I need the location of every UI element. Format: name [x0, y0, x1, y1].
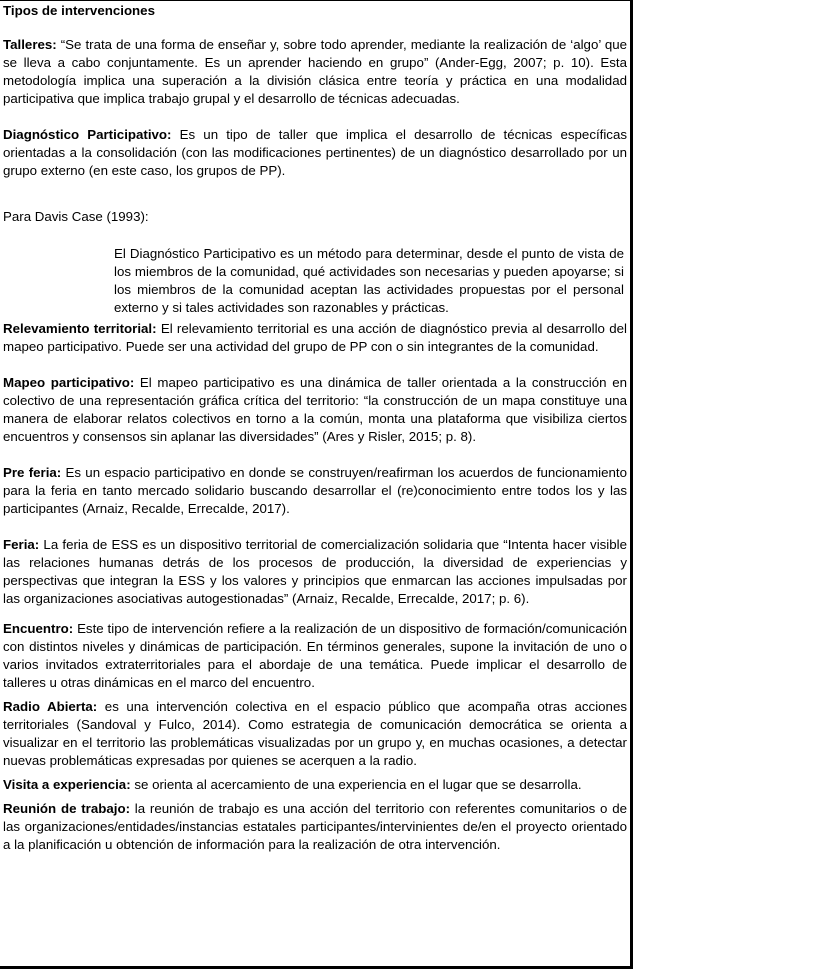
text-radio: es una intervención colectiva en el espacio público que acompaña otras acciones territoriales (Sandoval y Fulco, 2014). Como estrategia de comunicación democrática se orienta a visualizar en el territorio las problemáticas visualizadas por un grupo y, en muchas ocasiones, a detectar nuevas problemáticas expresadas por quienes se acerquen a la radio.: [3, 699, 627, 768]
paragraph-encuentro: [3, 620, 627, 692]
label-talleres: Talleres:: [3, 37, 57, 52]
paragraph-radio: [3, 698, 627, 770]
paragraph-feria: [3, 536, 627, 608]
paragraph-talleres: [3, 36, 627, 108]
label-visita: Visita a experiencia:: [3, 777, 131, 792]
davis-quote: El Diagnóstico Participativo es un método para determinar, desde el punto de vista de los miembros de la comunidad, qué actividades son necesarias y pueden apoyarse; si los miembros de la comunidad aceptan las actividades propuestas por el personal externo y si tales actividades son razonables y prácticas.: [114, 246, 624, 315]
text-mapeo: El mapeo participativo es una dinámica de taller orientada a la construcción en colectivo de una representación gráfica crítica del territorio: “la construcción de un mapa constituye una manera de elaborar relatos colectivos en torno a la común, monta una plataforma que visibiliza ciertos encuentros y consensos sin aplanar las diversidades” (Ares y Risler, 2015; p. 8).: [3, 375, 627, 444]
text-relevamiento: El relevamiento territorial es una acción de diagnóstico previa al desarrollo del mapeo participativo. Puede ser una actividad del grupo de PP con o sin integrantes de la comunidad.: [3, 321, 627, 354]
label-reunion: Reunión de trabajo:: [3, 801, 130, 816]
label-radio: Radio Abierta:: [3, 699, 98, 714]
text-preferia: Es un espacio participativo en donde se construyen/reafirman los acuerdos de funcionamiento para la feria en tanto mercado solidario buscando desarrollar el (re)conocimiento entre todos los y las participantes (Arnaiz, Recalde, Errecalde, 2017).: [3, 465, 627, 516]
paragraph-preferia: [3, 464, 627, 518]
paragraph-mapeo: [3, 374, 627, 446]
paragraph-relevamiento: [3, 320, 627, 356]
text-diagnostico: Es un tipo de taller que implica el desarrollo de técnicas específicas orientadas a la consolidación (con las modificaciones pertinentes) de un diagnóstico desarrollado por un grupo externo (en este caso, los grupos de PP).: [3, 127, 627, 178]
label-feria: Feria:: [3, 537, 40, 552]
label-diagnostico: Diagnóstico Participativo:: [3, 127, 172, 142]
paragraph-visita: [3, 776, 627, 794]
label-encuentro: Encuentro:: [3, 621, 74, 636]
text-reunion: la reunión de trabajo es una acción del territorio con referentes comunitarios o de las organizaciones/entidades/instancias estatales participantes/intervinientes de/en el proyecto orientado a la planificación u obtención de información para la realización de otra intervención.: [3, 801, 627, 852]
text-encuentro: Este tipo de intervención refiere a la realización de un dispositivo de formación/comunicación con distintos niveles y dinámicas de participación. En términos generales, supone la invitación de uno o varios invitados extraterritoriales para el abordaje de una temática. Puede implicar el desarrollo de talleres u otras dinámicas en el marco del encuentro.: [3, 621, 627, 690]
document-title: Tipos de intervenciones: [3, 3, 155, 18]
paragraph-reunion: [3, 800, 627, 854]
label-relevamiento: Relevamiento territorial:: [3, 321, 157, 336]
text-talleres: “Se trata de una forma de enseñar y, sobre todo aprender, mediante la realización de ‘algo’ que se lleva a cabo conjuntamente. Es un aprender haciendo en grupo” (Ander-Egg, 2007; p. 10). Esta metodología implica una superación a la división clásica entre teoría y práctica en una modalidad participativa que implica trabajo grupal y el desarrollo de técnicas adecuadas.: [3, 37, 627, 106]
label-mapeo: Mapeo participativo:: [3, 375, 135, 390]
text-visita: se orienta al acercamiento de una experiencia en el lugar que se desarrolla.: [130, 777, 582, 792]
paragraph-diagnostico: [3, 126, 627, 180]
label-preferia: Pre feria:: [3, 465, 62, 480]
text-feria: La feria de ESS es un dispositivo territorial de comercialización solidaria que “Intenta hacer visible las relaciones humanas detrás de los procesos de producción, la diversidad de experiencias y perspectivas que integran la ESS y los valores y principios que enmarcan las acciones impulsadas por las organizaciones asociativas autogestionadas” (Arnaiz, Recalde, Errecalde, 2017; p. 6).: [3, 537, 627, 606]
davis-intro: Para Davis Case (1993):: [3, 209, 149, 224]
document-body: [3, 2, 627, 854]
